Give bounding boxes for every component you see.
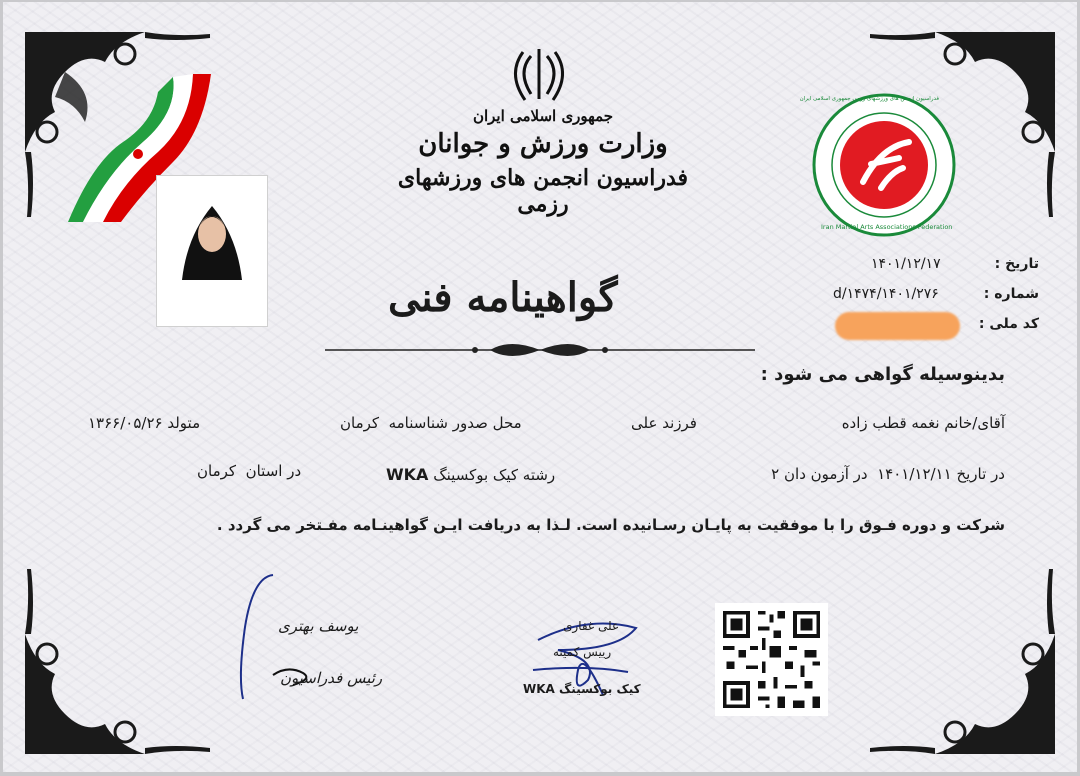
header-line-2: وزارت ورزش و جوانان — [418, 129, 668, 159]
row1-father — [631, 414, 697, 432]
name-label: آقای/خانم — [944, 414, 1005, 432]
place-label: محل صدور شناسنامه — [388, 414, 522, 432]
holder-photo — [156, 175, 268, 327]
field-value: WKA — [386, 465, 429, 484]
certificate — [3, 2, 1077, 772]
qr-code — [715, 603, 828, 716]
number-label: شماره : — [983, 286, 1039, 302]
corner-ornament-bottom-left — [25, 564, 215, 754]
federation-logo — [799, 92, 957, 238]
row2-date-exam — [771, 465, 1005, 483]
national-id-label: کد ملی : — [978, 316, 1039, 332]
province-label: در استان — [245, 462, 302, 480]
row2-province — [197, 462, 301, 480]
field-label: رشته کیک بوکسینگ — [433, 466, 556, 484]
certificate-title: گواهینامه فنی — [388, 274, 618, 321]
header-line-3: فدراسیون انجمن های ورزشهای رزمی — [397, 165, 689, 217]
national-id-redaction — [835, 312, 960, 340]
logo-ring-text: فدراسیون انجمن های ورزشهای رزمی جمهوری اسلامی ایران — [799, 96, 939, 102]
birth-label: متولد — [167, 414, 201, 432]
left-signer-title: رئیس فدراسیون — [280, 669, 383, 687]
qr-code-icon — [715, 603, 828, 716]
logo-ring-text-en: Iran Martial Arts Associations Federation — [821, 223, 953, 231]
row2-field — [386, 465, 555, 484]
iran-emblem-icon — [509, 44, 569, 104]
header-line-1: جمهوری اسلامی ایران — [472, 107, 614, 125]
number-value: ۱۴۰۱/۲۷۶/d/۱۴۷۴ — [833, 286, 939, 302]
federation-logo-icon — [799, 92, 957, 238]
date-label: تاریخ : — [994, 256, 1039, 272]
portrait-image — [157, 176, 267, 326]
left-signer-name: یوسف بهتری — [278, 617, 359, 635]
province-value: کرمان — [197, 462, 237, 480]
title-divider — [325, 338, 755, 362]
father-value: علی — [631, 414, 658, 432]
middle-signer-name: علی غفاری — [563, 619, 620, 633]
middle-signer-org: کیک بوکسینگ WKA — [523, 682, 641, 696]
corner-ornament-bottom-right — [865, 564, 1055, 754]
intro-text: بدینوسیله گواهی می شود : — [760, 364, 1005, 385]
exam-date-label: در تاریخ — [956, 465, 1005, 483]
name-value: نغمه قطب زاده — [841, 414, 940, 432]
middle-signer-title: رییس کمیته — [553, 645, 612, 659]
place-value: کرمان — [340, 414, 380, 432]
exam-label: در آزمون دان — [784, 465, 868, 483]
date-value: ۱۴۰۱/۱۲/۱۷ — [871, 256, 941, 272]
row1-name — [842, 414, 1005, 432]
birth-value: ۱۳۶۶/۰۵/۲۶ — [88, 414, 163, 432]
exam-date-value: ۱۴۰۱/۱۲/۱۱ — [877, 465, 952, 483]
row1-place — [340, 414, 522, 432]
exam-value: ۲ — [771, 465, 780, 483]
row1-birth — [88, 414, 200, 432]
father-label: فرزند — [662, 414, 697, 432]
row3-text: شرکت و دوره فـوق را با موفقیت به پایـان رسـانیده است. لـذا به دریافت ایـن گواهینـامه مفـتخر می گردد . — [216, 516, 1005, 534]
